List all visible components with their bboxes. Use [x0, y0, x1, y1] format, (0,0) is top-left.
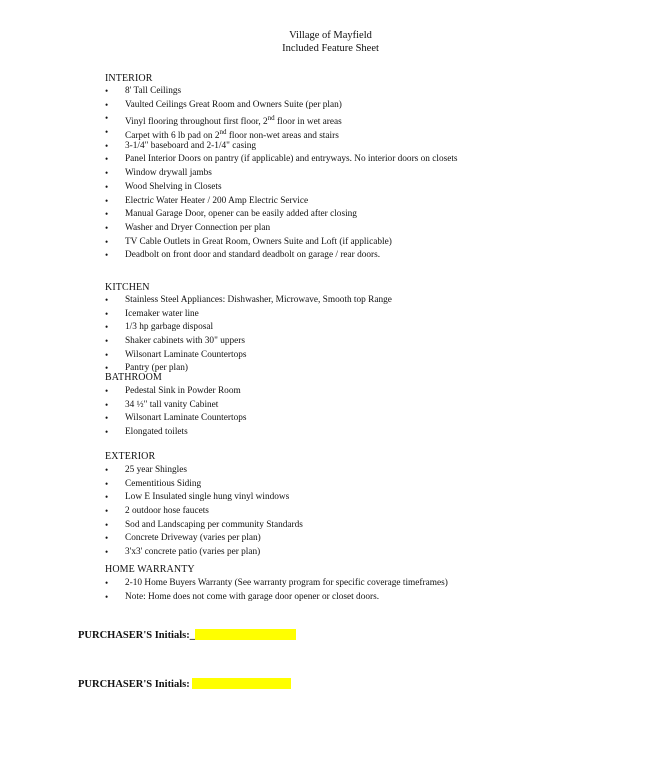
list-item-text: 8' Tall Ceilings: [125, 86, 182, 96]
list-item-text: Stainless Steel Appliances: Dishwasher, Microwave, Smooth top Range: [125, 295, 392, 305]
bullet-icon: •: [105, 168, 109, 179]
bullet-icon: •: [105, 578, 109, 588]
list-item-text: Deadbolt on front door and standard deadbolt on garage / rear doors.: [125, 250, 381, 261]
list-item: [105, 412, 247, 426]
bullet-icon: •: [105, 99, 109, 110]
list-item: [105, 153, 458, 167]
bullet-icon: •: [105, 195, 109, 206]
bullet-icon: •: [105, 547, 109, 558]
list-item: [105, 85, 458, 99]
bullet-icon: •: [105, 222, 109, 233]
bathroom-list: [105, 385, 247, 440]
list-item: [105, 505, 303, 519]
list-item-text: Panel Interior Doors on pantry (if applicable) and entryways. No interior doors on closets: [125, 154, 458, 165]
list-item: [105, 208, 458, 222]
list-item-text: Wood Shelving in Closets: [125, 181, 222, 192]
list-item-text: Washer and Dryer Connection per plan: [125, 222, 271, 233]
bullet-icon: •: [105, 478, 109, 489]
section-heading-kitchen: KITCHEN: [105, 282, 150, 293]
purchaser-initials-label: PURCHASER'S Initials:_: [78, 630, 195, 641]
list-item-text: TV Cable Outlets in Great Room, Owners Suite and Loft (if applicable): [125, 236, 392, 247]
bullet-icon: •: [105, 236, 109, 247]
bullet-icon: •: [105, 427, 109, 438]
list-item: [105, 126, 458, 140]
bullet-icon: •: [105, 209, 109, 220]
document-title: Village of Mayfield: [289, 30, 372, 41]
list-item-text: Pantry (per plan): [125, 363, 188, 374]
bullet-icon: •: [105, 492, 109, 503]
bullet-icon: •: [105, 154, 109, 165]
list-item: [105, 532, 303, 546]
list-item-text: Electric Water Heater / 200 Amp Electric Service: [125, 195, 309, 206]
list-item-text: Manual Garage Door, opener can be easily added after closing: [125, 209, 357, 220]
list-item: [105, 112, 458, 126]
list-item: [105, 426, 247, 440]
list-item-text: Low E Insulated single hung vinyl windows: [125, 492, 290, 503]
list-item-text: Window drywall jambs: [125, 168, 212, 179]
list-item: [105, 349, 392, 363]
document-subtitle: Included Feature Sheet: [282, 43, 379, 54]
bullet-icon: •: [105, 322, 109, 333]
list-item: [105, 222, 458, 236]
list-item: [105, 308, 392, 322]
list-item: [105, 181, 458, 195]
list-item: [105, 140, 458, 154]
list-item: [105, 464, 303, 478]
list-item-text: Carpet with 6 lb pad on 2nd floor non-wet areas and stairs: [125, 128, 339, 142]
bullet-icon: •: [105, 127, 109, 138]
list-item-text: Wilsonart Laminate Countertops: [125, 349, 247, 360]
list-item-text: 3'x3' concrete patio (varies per plan): [125, 547, 261, 558]
bullet-icon: •: [105, 140, 109, 151]
list-item-text: Shaker cabinets with 30" uppers: [125, 336, 245, 347]
exterior-list: [105, 464, 303, 560]
bullet-icon: •: [105, 519, 109, 530]
kitchen-list: [105, 294, 392, 376]
bullet-icon: •: [105, 295, 109, 305]
list-item: [105, 385, 247, 399]
section-heading-home-warranty: HOME WARRANTY: [105, 564, 195, 575]
initials-blank-field[interactable]: [195, 629, 296, 640]
bullet-icon: •: [105, 308, 109, 319]
list-item-text: 3-1/4" baseboard and 2-1/4" casing: [125, 140, 256, 151]
initials-blank-field[interactable]: [192, 678, 291, 689]
list-item-text: Wilsonart Laminate Countertops: [125, 413, 247, 424]
list-item-text: Vaulted Ceilings Great Room and Owners Suite (per plan): [125, 99, 342, 110]
bullet-icon: •: [105, 250, 109, 261]
list-item: [105, 321, 392, 335]
list-item: [105, 236, 458, 250]
list-item-text: 34 ½" tall vanity Cabinet: [125, 399, 219, 410]
list-item-text: Icemaker water line: [125, 308, 199, 319]
list-item: [105, 519, 303, 533]
list-item: [105, 294, 392, 308]
list-item-text: Note: Home does not come with garage door opener or closet doors.: [125, 591, 380, 602]
bullet-icon: •: [105, 399, 109, 410]
bullet-icon: •: [105, 181, 109, 192]
purchaser-initials-1: [78, 629, 296, 641]
bullet-icon: •: [105, 386, 109, 396]
list-item: [105, 399, 247, 413]
list-item: [105, 577, 448, 591]
list-item-text: Concrete Driveway (varies per plan): [125, 533, 261, 544]
bullet-icon: •: [105, 533, 109, 544]
list-item: [105, 99, 458, 113]
list-item: [105, 478, 303, 492]
warranty-list: [105, 577, 448, 604]
list-item-text: 2-10 Home Buyers Warranty (See warranty program for specific coverage timeframes): [125, 578, 448, 588]
bullet-icon: •: [105, 591, 109, 602]
list-item: [105, 249, 458, 263]
bullet-icon: •: [105, 113, 109, 124]
list-item: [105, 591, 448, 605]
list-item-text: Vinyl flooring throughout first floor, 2nd floor in wet areas: [125, 114, 342, 128]
section-heading-bathroom: BATHROOM: [105, 372, 162, 383]
list-item-text: 1/3 hp garbage disposal: [125, 322, 214, 333]
list-item-text: Cementitious Siding: [125, 478, 202, 489]
bullet-icon: •: [105, 86, 109, 96]
list-item: [105, 335, 392, 349]
list-item: [105, 546, 303, 560]
list-item: [105, 491, 303, 505]
list-item-text: 2 outdoor hose faucets: [125, 506, 209, 517]
list-item-text: Elongated toilets: [125, 427, 188, 438]
purchaser-initials-label: PURCHASER'S Initials:: [78, 679, 193, 690]
list-item-text: Pedestal Sink in Powder Room: [125, 386, 241, 396]
section-heading-interior: INTERIOR: [105, 73, 153, 84]
section-heading-exterior: EXTERIOR: [105, 451, 156, 462]
list-item: [105, 167, 458, 181]
purchaser-initials-2: [78, 678, 291, 690]
list-item: [105, 195, 458, 209]
bullet-icon: •: [105, 336, 109, 347]
bullet-icon: •: [105, 465, 109, 475]
list-item-text: 25 year Shingles: [125, 465, 187, 475]
interior-list: [105, 85, 458, 263]
bullet-icon: •: [105, 363, 109, 374]
list-item-text: Sod and Landscaping per community Standards: [125, 519, 303, 530]
bullet-icon: •: [105, 349, 109, 360]
bullet-icon: •: [105, 413, 109, 424]
bullet-icon: •: [105, 506, 109, 517]
